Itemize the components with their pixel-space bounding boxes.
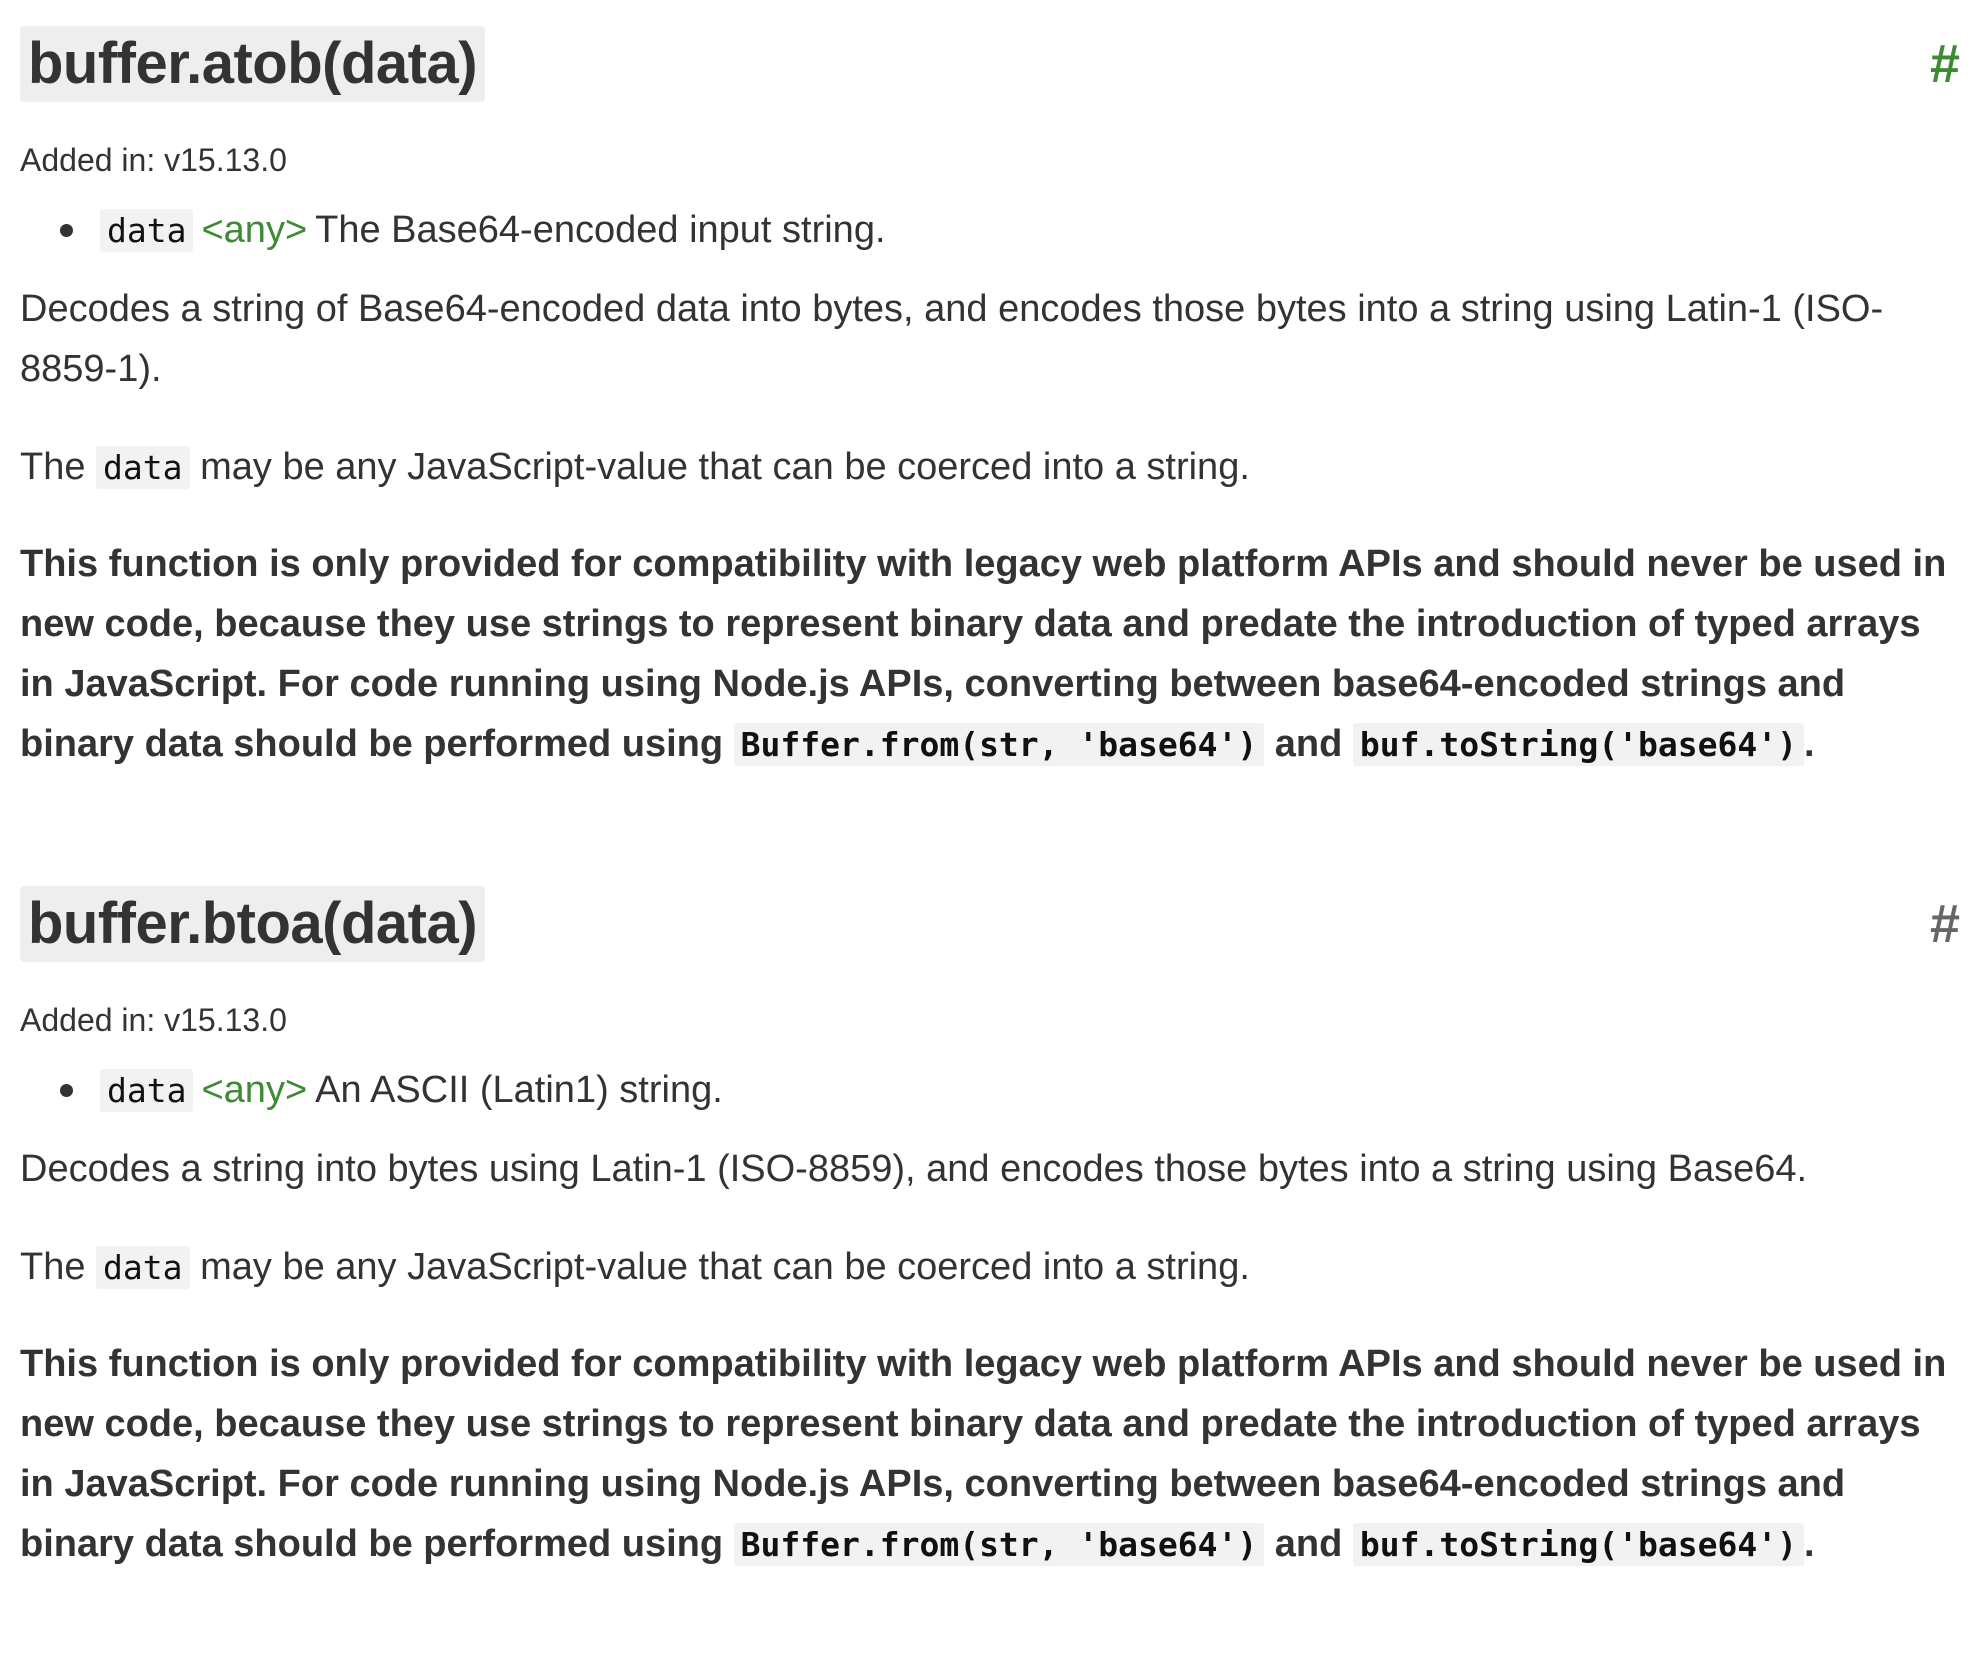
description-paragraph: Decodes a string of Base64-encoded data into bytes, and encodes those bytes into a string using Latin-1 (ISO-8859-1). [20,288,1884,390]
warning-code-buffer-from: Buffer.from(str, 'base64') [734,1523,1265,1566]
added-in-version: Added in: v15.13.0 [20,142,287,178]
warning-text: This function is only provided for compatibility with legacy web platform APIs and should never be used in new code, because they use strings to represent binary data and predate the introduction of typed arrays in JavaScript. For code running using Node.js APIs, converting between base64-encoded strings and binary data should be performed using [20,1343,1947,1565]
data-note-prefix: The [20,1246,86,1288]
warning-code-buffer-from: Buffer.from(str, 'base64') [734,723,1265,766]
data-note-suffix: may be any JavaScript-value that can be coerced into a string. [200,1246,1250,1288]
legacy-warning-paragraph [20,1334,1960,1575]
warning-code-tostring: buf.toString('base64') [1353,1523,1804,1566]
heading-row [20,886,1960,966]
warning-end: . [1804,723,1815,765]
warning-code-tostring: buf.toString('base64') [1353,723,1804,766]
param-name: data [100,1069,193,1112]
param-list [20,1066,1960,1115]
param-type-link[interactable]: <any> [201,209,308,251]
data-note-code: data [96,1246,189,1289]
param-item [60,1066,1960,1115]
data-note-paragraph [20,1237,1960,1298]
param-item [60,206,1960,255]
param-type-link[interactable]: <any> [201,1069,308,1111]
permalink-anchor[interactable]: # [1929,34,1960,94]
section-buffer-atob [20,26,1960,775]
data-note-paragraph [20,437,1960,498]
section-heading: buffer.btoa(data) [20,886,485,962]
added-in-version: Added in: v15.13.0 [20,1002,287,1038]
warning-text: This function is only provided for compatibility with legacy web platform APIs and should never be used in new code, because they use strings to represent binary data and predate the introduction of typed arrays in JavaScript. For code running using Node.js APIs, converting between base64-encoded strings and binary data should be performed using [20,543,1947,765]
param-description: An ASCII (Latin1) string. [315,1069,723,1111]
param-name: data [100,209,193,252]
data-note-suffix: may be any JavaScript-value that can be coerced into a string. [200,446,1250,488]
data-note-prefix: The [20,446,86,488]
warning-joiner: and [1274,1523,1343,1565]
permalink-anchor[interactable]: # [1929,894,1960,954]
heading-row [20,26,1960,106]
data-note-code: data [96,446,189,489]
description-paragraph: Decodes a string into bytes using Latin-1 (ISO-8859), and encodes those bytes into a string using Base64. [20,1148,1808,1190]
section-heading: buffer.atob(data) [20,26,485,102]
legacy-warning-paragraph [20,534,1960,775]
param-list [20,206,1960,255]
warning-end: . [1804,1523,1815,1565]
section-buffer-btoa [20,886,1960,1575]
param-description: The Base64-encoded input string. [315,209,886,251]
warning-joiner: and [1274,723,1343,765]
